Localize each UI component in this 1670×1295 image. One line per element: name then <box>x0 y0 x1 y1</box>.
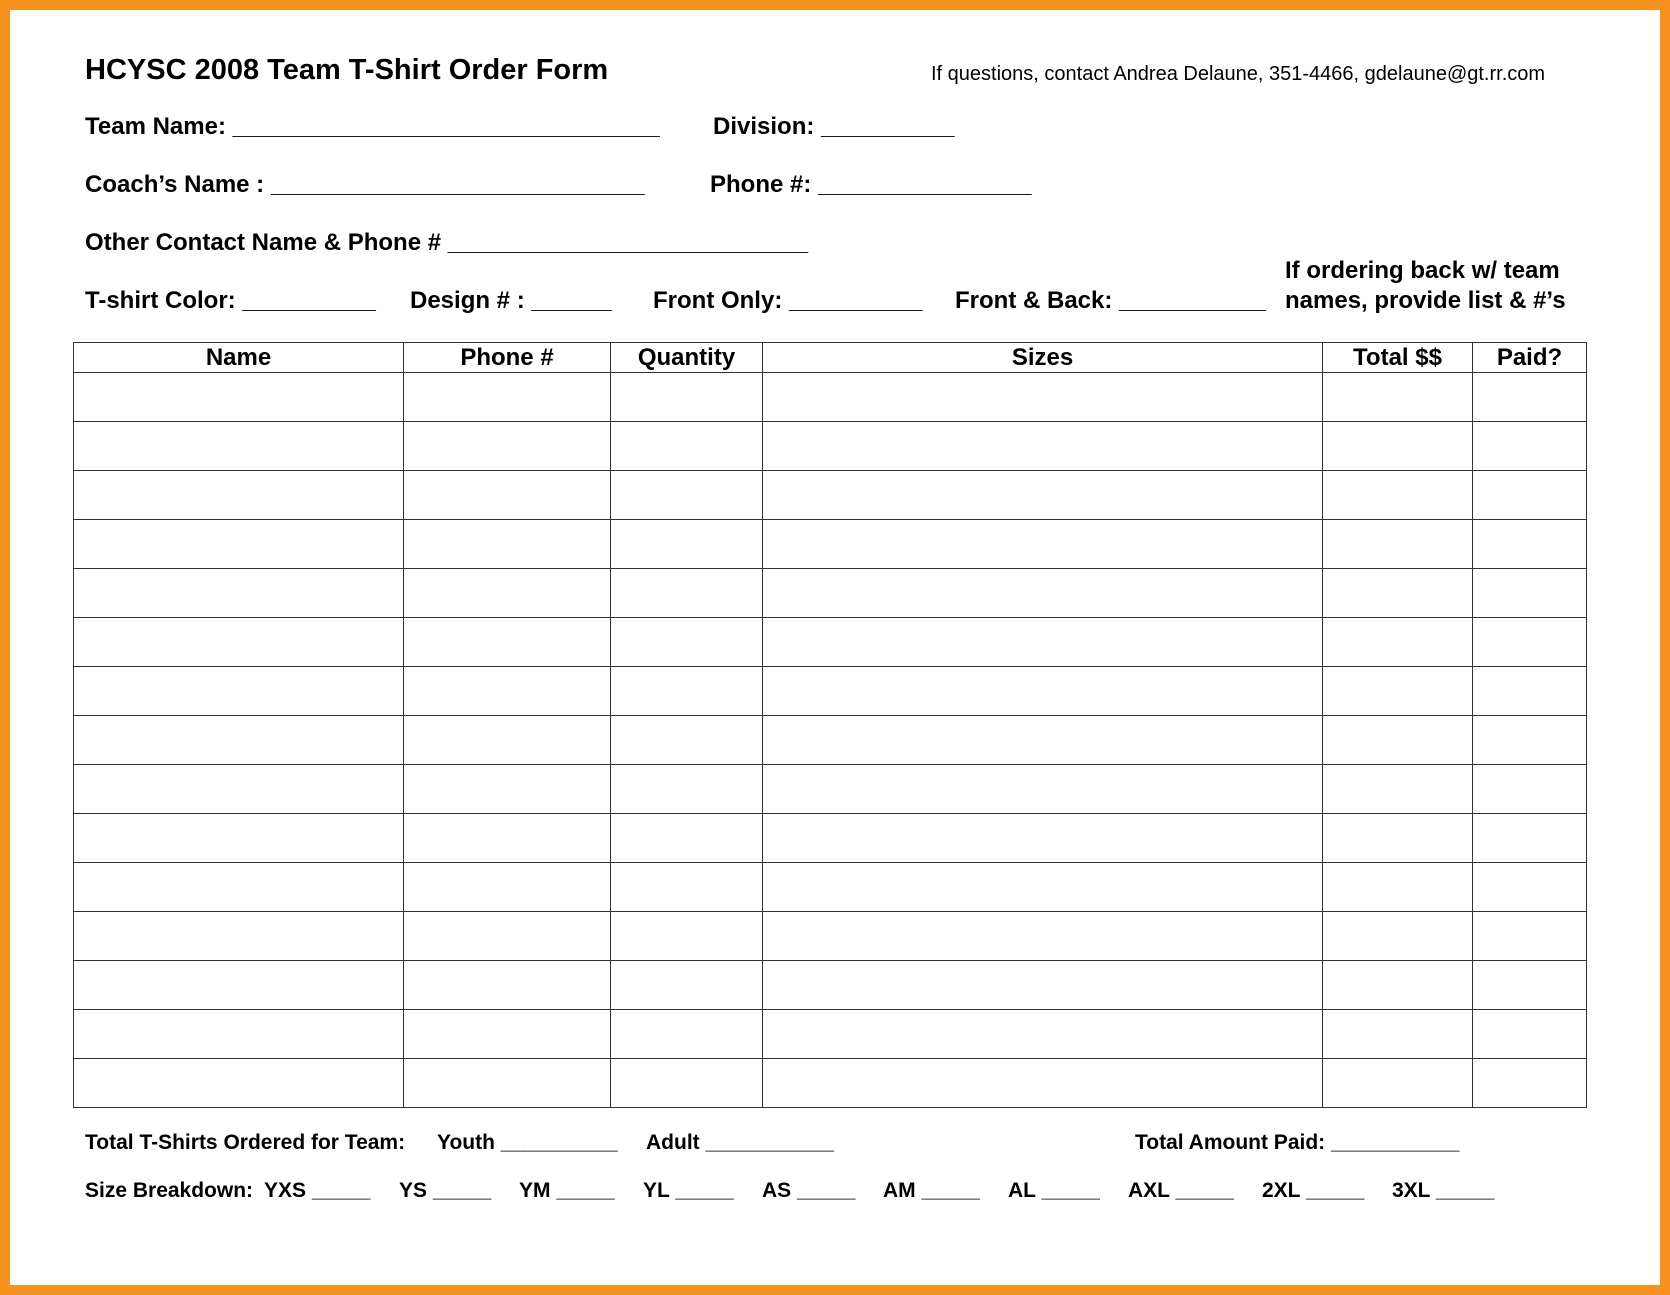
quantity-cell[interactable] <box>611 471 763 520</box>
coach-name-field[interactable]: Coach’s Name : ____________________________ <box>85 171 645 198</box>
quantity-cell[interactable] <box>611 1059 763 1108</box>
paid-cell[interactable] <box>1473 618 1587 667</box>
quantity-cell[interactable] <box>611 716 763 765</box>
total-cell[interactable] <box>1323 716 1473 765</box>
order-table <box>73 342 1587 1108</box>
adult-total-field[interactable]: Adult ___________ <box>646 1131 834 1154</box>
size-axl-field[interactable]: AXL _____ <box>1128 1179 1234 1202</box>
name-cell[interactable] <box>74 765 404 814</box>
quantity-cell[interactable] <box>611 618 763 667</box>
quantity-cell[interactable] <box>611 912 763 961</box>
size-ym-field[interactable]: YM _____ <box>519 1179 615 1202</box>
table-row <box>74 667 1587 716</box>
size-ys-field[interactable]: YS _____ <box>399 1179 492 1202</box>
size-yxs-field[interactable]: YXS _____ <box>264 1179 371 1202</box>
phone-cell[interactable] <box>404 863 611 912</box>
column-header-total: Total $$ <box>1323 343 1473 373</box>
paid-cell[interactable] <box>1473 569 1587 618</box>
table-row <box>74 618 1587 667</box>
sizes-cell[interactable] <box>763 1010 1323 1059</box>
quantity-cell[interactable] <box>611 765 763 814</box>
division-field[interactable]: Division: __________ <box>713 113 955 140</box>
table-row <box>74 863 1587 912</box>
sizes-cell[interactable] <box>763 667 1323 716</box>
total-cell[interactable] <box>1323 863 1473 912</box>
quantity-cell[interactable] <box>611 373 763 422</box>
sizes-cell[interactable] <box>763 618 1323 667</box>
size-breakdown-label: Size Breakdown: <box>85 1179 254 1202</box>
paid-cell[interactable] <box>1473 765 1587 814</box>
phone-cell[interactable] <box>404 912 611 961</box>
paid-cell[interactable] <box>1473 716 1587 765</box>
phone-cell[interactable] <box>404 373 611 422</box>
paid-cell[interactable] <box>1473 373 1587 422</box>
sizes-cell[interactable] <box>763 716 1323 765</box>
paid-cell[interactable] <box>1473 520 1587 569</box>
quantity-cell[interactable] <box>611 814 763 863</box>
table-row <box>74 912 1587 961</box>
total-cell[interactable] <box>1323 569 1473 618</box>
back-note-line-1: If ordering back w/ team <box>1285 257 1560 284</box>
name-cell[interactable] <box>74 716 404 765</box>
name-cell[interactable] <box>74 618 404 667</box>
total-cell[interactable] <box>1323 618 1473 667</box>
sizes-cell[interactable] <box>763 422 1323 471</box>
sizes-cell[interactable] <box>763 471 1323 520</box>
phone-cell[interactable] <box>404 716 611 765</box>
table-row <box>74 765 1587 814</box>
team-name-field[interactable]: Team Name: ________________________________ <box>85 113 660 140</box>
name-cell[interactable] <box>74 863 404 912</box>
design-field[interactable]: Design # : ______ <box>410 287 612 314</box>
sizes-cell[interactable] <box>763 373 1323 422</box>
total-cell[interactable] <box>1323 961 1473 1010</box>
table-row <box>74 961 1587 1010</box>
sizes-cell[interactable] <box>763 814 1323 863</box>
name-cell[interactable] <box>74 471 404 520</box>
sizes-cell[interactable] <box>763 863 1323 912</box>
table-row <box>74 716 1587 765</box>
table-row <box>74 373 1587 422</box>
phone-cell[interactable] <box>404 618 611 667</box>
sizes-cell[interactable] <box>763 569 1323 618</box>
total-cell[interactable] <box>1323 667 1473 716</box>
total-cell[interactable] <box>1323 373 1473 422</box>
total-shirts-label: Total T-Shirts Ordered for Team: <box>85 1131 406 1154</box>
back-note-line-2: names, provide list & #’s <box>1285 287 1566 314</box>
total-cell[interactable] <box>1323 814 1473 863</box>
table-row <box>74 1059 1587 1108</box>
table-row <box>74 422 1587 471</box>
table-row <box>74 1010 1587 1059</box>
table-row <box>74 569 1587 618</box>
sizes-cell[interactable] <box>763 1059 1323 1108</box>
paid-cell[interactable] <box>1473 863 1587 912</box>
paid-cell[interactable] <box>1473 1010 1587 1059</box>
other-contact-field[interactable]: Other Contact Name & Phone # ___________________________ <box>85 229 809 256</box>
total-cell[interactable] <box>1323 422 1473 471</box>
sizes-cell[interactable] <box>763 520 1323 569</box>
total-cell[interactable] <box>1323 471 1473 520</box>
total-cell[interactable] <box>1323 520 1473 569</box>
form-title: HCYSC 2008 Team T-Shirt Order Form <box>85 54 609 86</box>
size-2xl-field[interactable]: 2XL _____ <box>1262 1179 1365 1202</box>
phone-cell[interactable] <box>404 520 611 569</box>
paid-cell[interactable] <box>1473 814 1587 863</box>
paid-cell[interactable] <box>1473 422 1587 471</box>
column-header-quantity: Quantity <box>611 343 763 373</box>
total-cell[interactable] <box>1323 765 1473 814</box>
size-al-field[interactable]: AL _____ <box>1008 1179 1100 1202</box>
phone-cell[interactable] <box>404 814 611 863</box>
sizes-cell[interactable] <box>763 765 1323 814</box>
paid-cell[interactable] <box>1473 1059 1587 1108</box>
column-header-phone: Phone # <box>404 343 611 373</box>
name-cell[interactable] <box>74 373 404 422</box>
quantity-cell[interactable] <box>611 667 763 716</box>
front-only-field[interactable]: Front Only: __________ <box>653 287 923 314</box>
front-back-field[interactable]: Front & Back: ___________ <box>955 287 1266 314</box>
phone-cell[interactable] <box>404 471 611 520</box>
size-yl-field[interactable]: YL _____ <box>643 1179 734 1202</box>
phone-field[interactable]: Phone #: ________________ <box>710 171 1032 198</box>
table-row <box>74 520 1587 569</box>
name-cell[interactable] <box>74 422 404 471</box>
table-row <box>74 814 1587 863</box>
total-cell[interactable] <box>1323 1059 1473 1108</box>
order-table-body <box>74 373 1587 1108</box>
phone-cell[interactable] <box>404 667 611 716</box>
total-cell[interactable] <box>1323 1010 1473 1059</box>
size-am-field[interactable]: AM _____ <box>883 1179 980 1202</box>
name-cell[interactable] <box>74 569 404 618</box>
table-header-row <box>74 343 1587 373</box>
name-cell[interactable] <box>74 961 404 1010</box>
paid-cell[interactable] <box>1473 912 1587 961</box>
quantity-cell[interactable] <box>611 863 763 912</box>
phone-cell[interactable] <box>404 569 611 618</box>
name-cell[interactable] <box>74 1059 404 1108</box>
paid-cell[interactable] <box>1473 961 1587 1010</box>
quantity-cell[interactable] <box>611 961 763 1010</box>
contact-info: If questions, contact Andrea Delaune, 351-4466, gdelaune@gt.rr.com <box>931 63 1546 85</box>
name-cell[interactable] <box>74 912 404 961</box>
name-cell[interactable] <box>74 1010 404 1059</box>
paid-cell[interactable] <box>1473 667 1587 716</box>
total-amount-paid-field[interactable]: Total Amount Paid: ___________ <box>1135 1131 1460 1154</box>
size-as-field[interactable]: AS _____ <box>762 1179 856 1202</box>
quantity-cell[interactable] <box>611 1010 763 1059</box>
column-header-sizes: Sizes <box>763 343 1323 373</box>
quantity-cell[interactable] <box>611 520 763 569</box>
phone-cell[interactable] <box>404 422 611 471</box>
sizes-cell[interactable] <box>763 912 1323 961</box>
phone-cell[interactable] <box>404 1059 611 1108</box>
back-names-note <box>1285 256 1566 316</box>
phone-cell[interactable] <box>404 961 611 1010</box>
name-cell[interactable] <box>74 814 404 863</box>
youth-total-field[interactable]: Youth __________ <box>437 1131 618 1154</box>
paid-cell[interactable] <box>1473 471 1587 520</box>
total-cell[interactable] <box>1323 912 1473 961</box>
name-cell[interactable] <box>74 520 404 569</box>
tshirt-color-field[interactable]: T-shirt Color: __________ <box>85 287 376 314</box>
size-3xl-field[interactable]: 3XL _____ <box>1392 1179 1495 1202</box>
column-header-name: Name <box>74 343 404 373</box>
column-header-paid: Paid? <box>1473 343 1587 373</box>
name-cell[interactable] <box>74 667 404 716</box>
phone-cell[interactable] <box>404 1010 611 1059</box>
quantity-cell[interactable] <box>611 422 763 471</box>
table-row <box>74 471 1587 520</box>
phone-cell[interactable] <box>404 765 611 814</box>
quantity-cell[interactable] <box>611 569 763 618</box>
sizes-cell[interactable] <box>763 961 1323 1010</box>
